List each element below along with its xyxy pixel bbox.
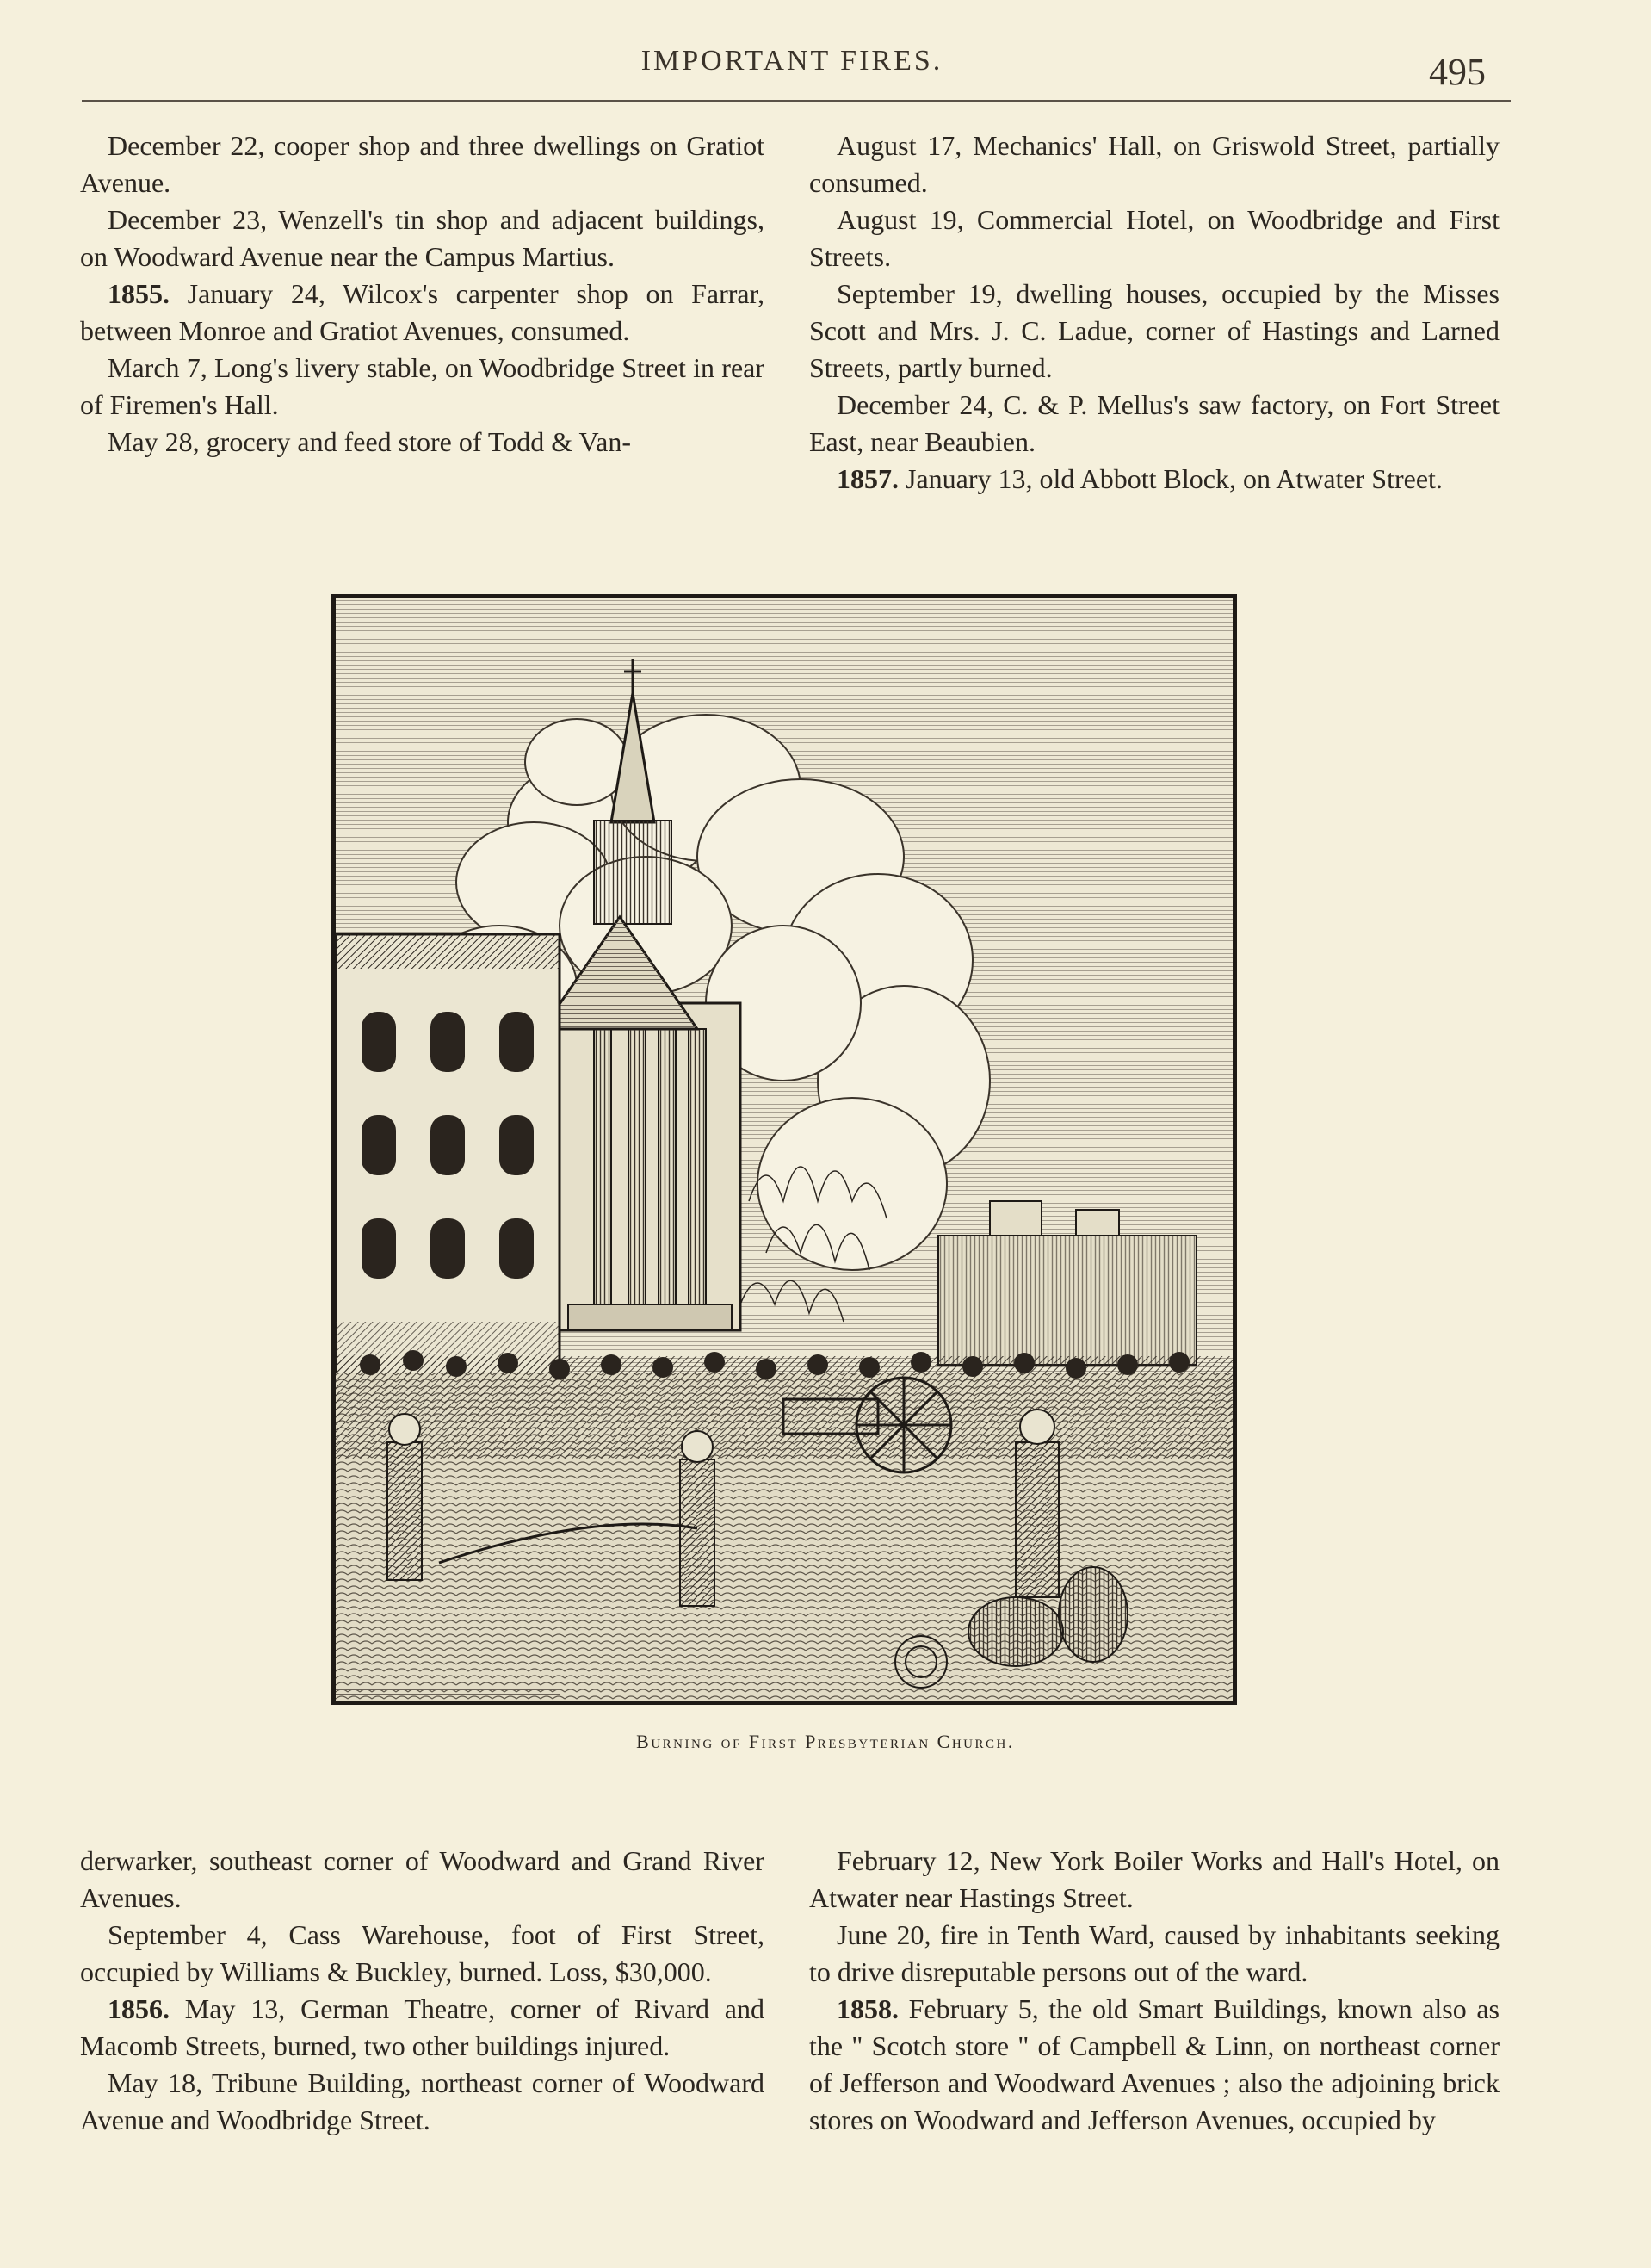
church-fire-engraving — [331, 594, 1237, 1705]
year-label: 1857. — [837, 463, 899, 494]
bottom-left-column — [80, 1843, 764, 2139]
entry-paragraph — [809, 127, 1500, 201]
entry-paragraph — [809, 1917, 1500, 1991]
entry-paragraph — [80, 2065, 764, 2139]
entry-text: February 5, the old Smart Buildings, known also as the " Scotch store " of Campbell & Linn, on northeast corner of Jefferson and Woodward Avenues ; also the adjoining brick stores on Woodward and Jefferson Avenues, occupied by — [809, 1993, 1500, 2135]
entry-text: September 19, dwelling houses, occupied by the Misses Scott and Mrs. J. C. Ladue, corner of Hastings and Larned Streets, partly burned. — [809, 278, 1500, 383]
running-head — [0, 45, 1651, 96]
entry-paragraph — [80, 350, 764, 424]
entry-text: September 4, Cass Warehouse, foot of First Street, occupied by Williams & Buckley, burned. Loss, $30,000. — [80, 1919, 764, 1987]
entry-paragraph — [809, 201, 1500, 276]
page-number: 495 — [1429, 51, 1486, 93]
entry-paragraph — [809, 1843, 1500, 1917]
entry-text: derwarker, southeast corner of Woodward and Grand River Avenues. — [80, 1845, 764, 1913]
bottom-right-column — [809, 1843, 1500, 2139]
entry-text: February 12, New York Boiler Works and Hall's Hotel, on Atwater near Hastings Street. — [809, 1845, 1500, 1913]
entry-paragraph — [80, 424, 764, 461]
entry-paragraph — [809, 1991, 1500, 2139]
entry-text: June 20, fire in Tenth Ward, caused by inhabitants seeking to drive disreputable persons out of the ward. — [809, 1919, 1500, 1987]
year-label: 1856. — [108, 1993, 170, 2024]
entry-paragraph — [809, 387, 1500, 461]
entry-text: May 28, grocery and feed store of Todd & Van- — [108, 426, 631, 457]
top-left-column — [80, 127, 764, 461]
header-rule — [82, 100, 1511, 102]
top-right-column — [809, 127, 1500, 498]
entry-text: May 13, German Theatre, corner of Rivard and Macomb Streets, burned, two other buildings injured. — [80, 1993, 764, 2061]
left-building — [336, 934, 560, 1382]
entry-paragraph — [80, 1843, 764, 1917]
year-label: 1858. — [837, 1993, 899, 2024]
entry-text: December 24, C. & P. Mellus's saw factory, on Fort Street East, near Beaubien. — [809, 389, 1500, 457]
entry-paragraph — [809, 461, 1500, 498]
entry-text: May 18, Tribune Building, northeast corner of Woodward Avenue and Woodbridge Street. — [80, 2067, 764, 2135]
entry-text: January 13, old Abbott Block, on Atwater Street. — [899, 463, 1443, 494]
entry-paragraph — [80, 127, 764, 201]
entry-paragraph — [80, 276, 764, 350]
figure-caption: Burning of First Presbyterian Church. — [636, 1731, 1015, 1752]
entry-text: August 17, Mechanics' Hall, on Griswold Street, partially consumed. — [809, 130, 1500, 198]
year-label: 1855. — [108, 278, 170, 309]
entry-paragraph — [80, 1991, 764, 2065]
entry-text: January 24, Wilcox's carpenter shop on Farrar, between Monroe and Gratiot Avenues, consumed. — [80, 278, 764, 346]
entry-text: March 7, Long's livery stable, on Woodbridge Street in rear of Firemen's Hall. — [80, 352, 764, 420]
entry-paragraph — [80, 1917, 764, 1991]
entry-text: August 19, Commercial Hotel, on Woodbridge and First Streets. — [809, 204, 1500, 272]
entry-paragraph — [80, 201, 764, 276]
entry-text: December 23, Wenzell's tin shop and adjacent buildings, on Woodward Avenue near the Campus Martius. — [80, 204, 764, 272]
entry-text: December 22, cooper shop and three dwellings on Gratiot Avenue. — [80, 130, 764, 198]
entry-paragraph — [809, 276, 1500, 387]
page-title: IMPORTANT FIRES. — [640, 45, 943, 77]
